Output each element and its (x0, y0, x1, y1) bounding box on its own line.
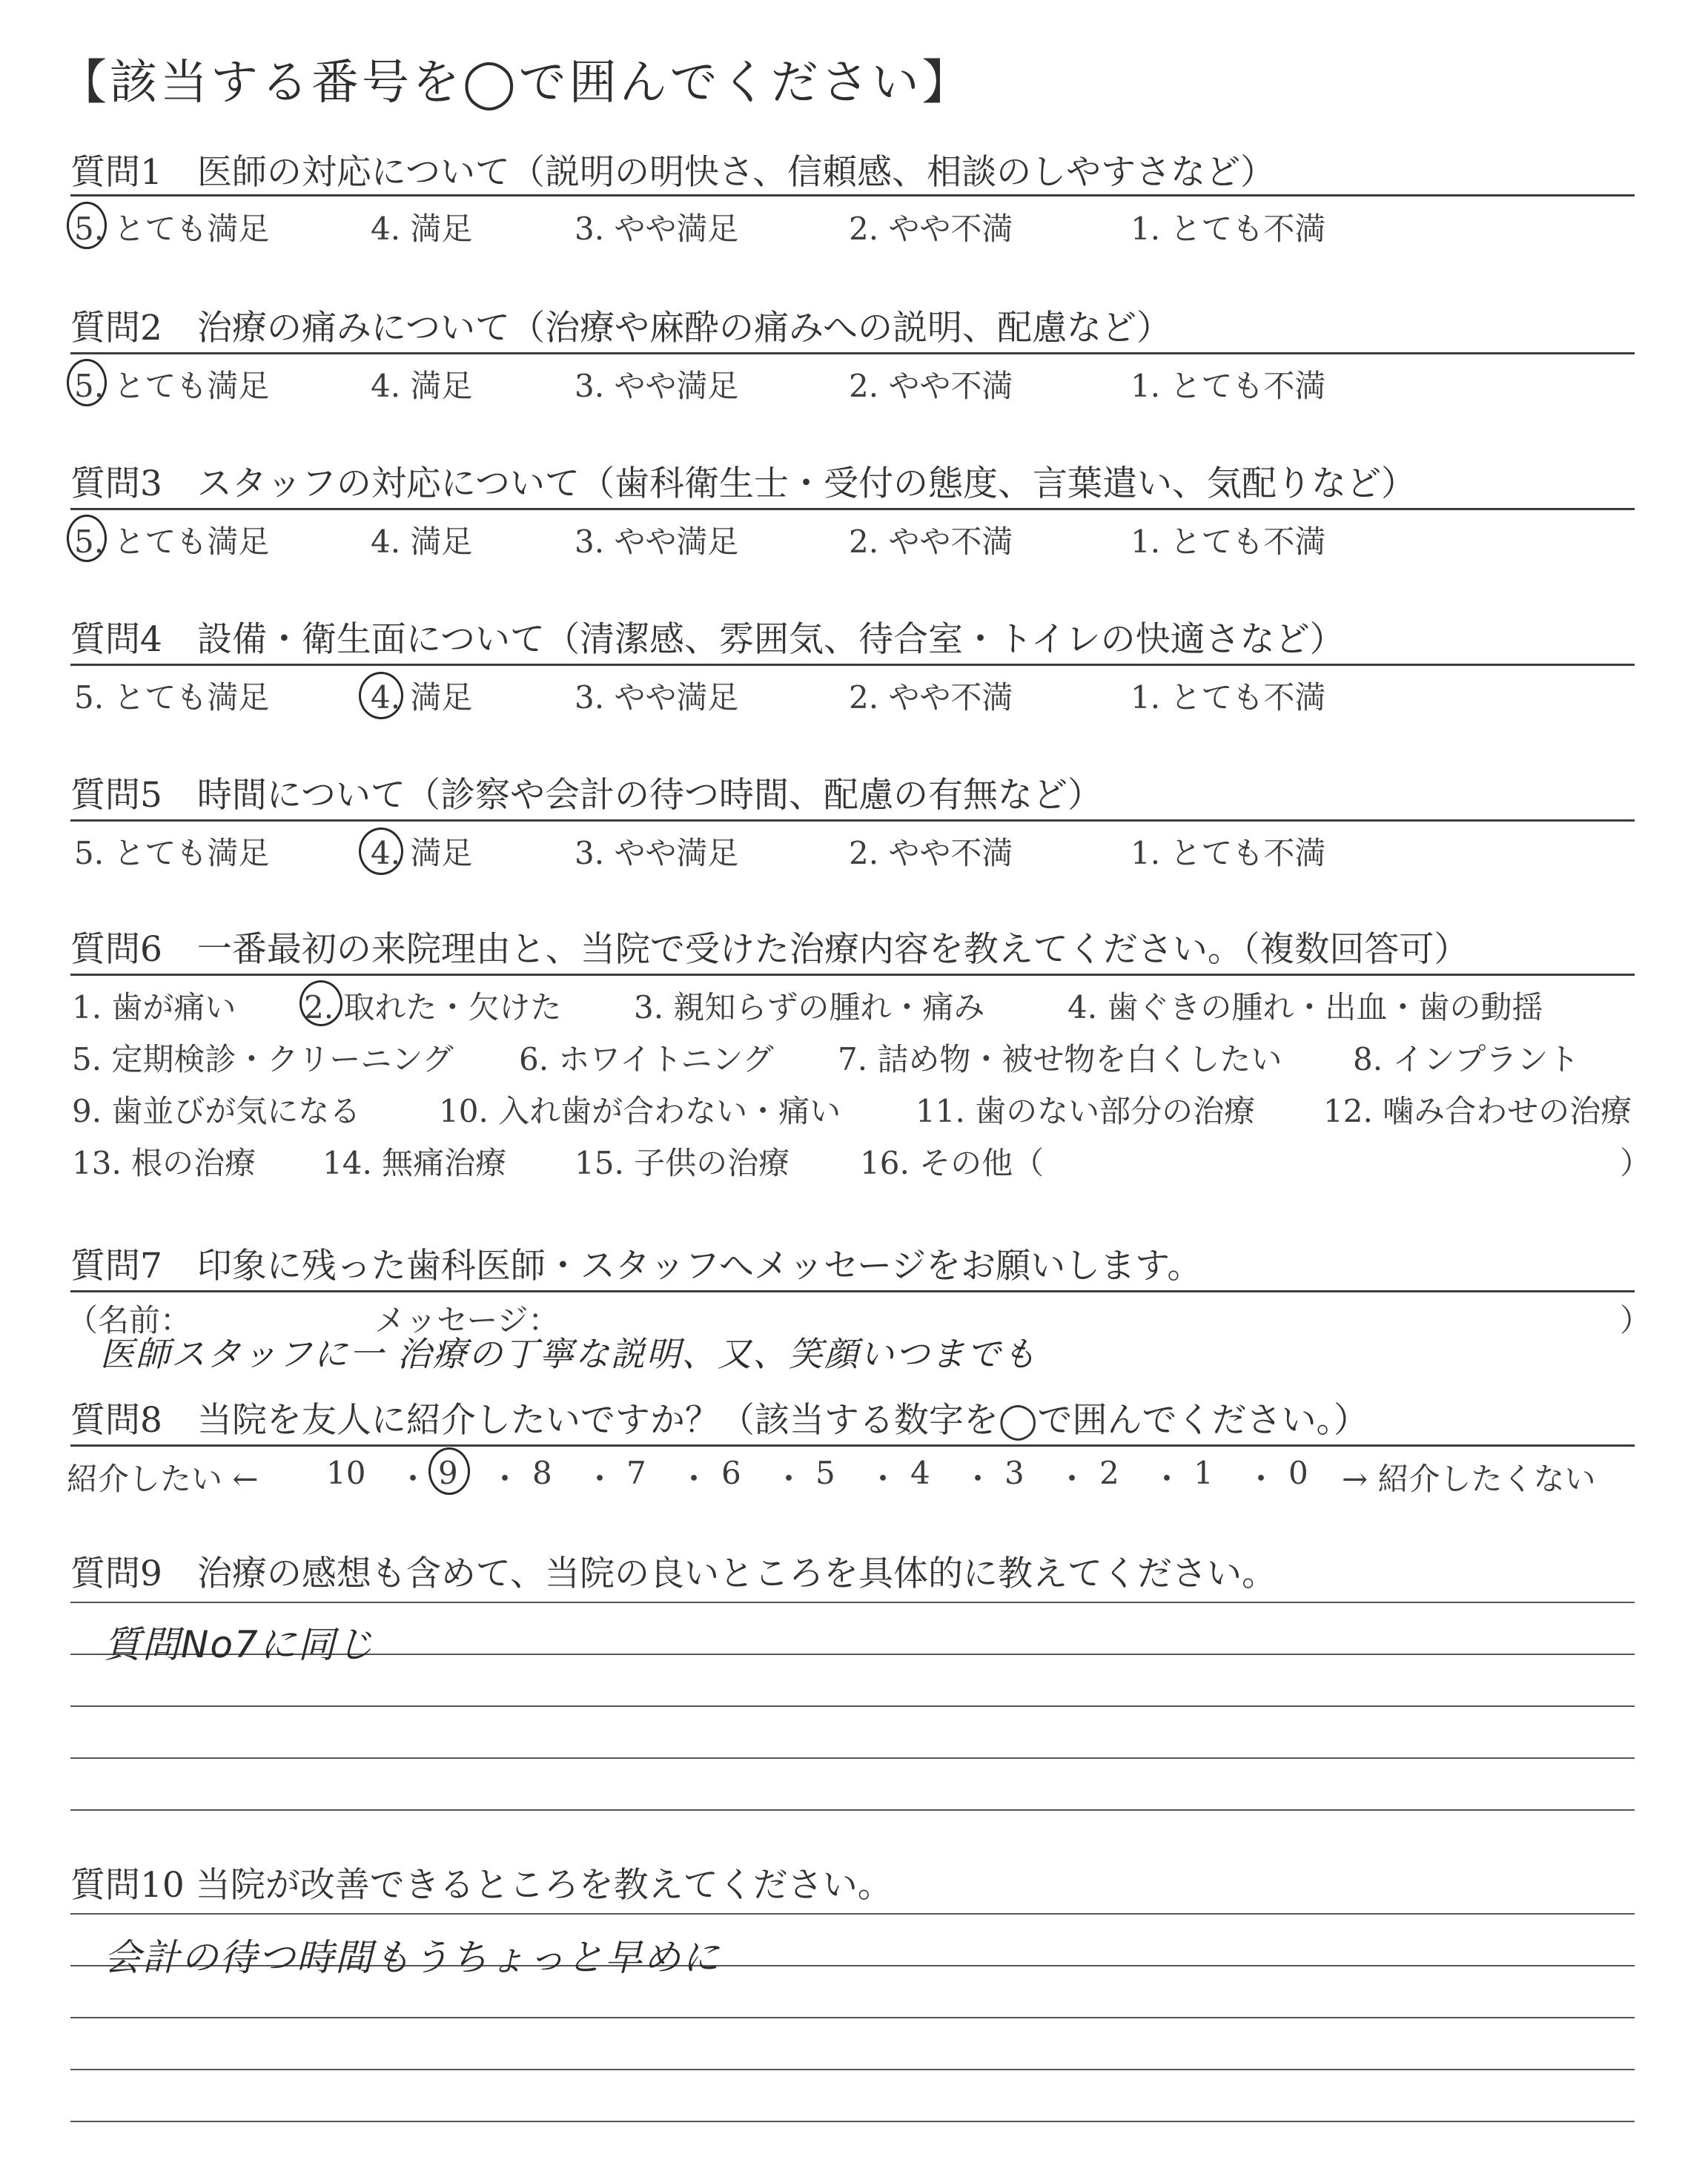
q9-answer-line (70, 1705, 1635, 1707)
q2-selected-circle (67, 359, 107, 406)
q10-answer-line (70, 1913, 1635, 1915)
q6-option-16[interactable]: 16. その他（ (860, 1145, 1045, 1181)
q8-right-label: → 紹介したくない (1342, 1461, 1596, 1497)
q8-number-4[interactable]: 4 (910, 1455, 930, 1491)
q8-number-7[interactable]: 7 (626, 1455, 646, 1491)
q2-option-5[interactable]: 5. とても満足 (74, 368, 270, 404)
q6-option-6[interactable]: 6. ホワイトニング (519, 1041, 774, 1077)
q2-option-4[interactable]: 4. 満足 (371, 368, 473, 404)
q9-answer-line (70, 1757, 1635, 1759)
q6-option-12[interactable]: 12. 噛み合わせの治療 (1323, 1093, 1632, 1129)
q8-number-0[interactable]: 0 (1288, 1455, 1308, 1491)
q2-option-2[interactable]: 2. やや不満 (849, 368, 1013, 404)
q6-option-1[interactable]: 1. 歯が痛い (72, 989, 236, 1025)
q5-option-4[interactable]: 4. 満足 (371, 835, 473, 871)
q1-option-5[interactable]: 5. とても満足 (74, 211, 270, 247)
question-2-heading: 質問2 治療の痛みについて（治療や麻酔の痛みへの説明、配慮など） (70, 308, 1172, 349)
q8-separator: ・ (584, 1461, 616, 1497)
q8-selected-circle (428, 1447, 470, 1495)
q6-option-13[interactable]: 13. 根の治療 (72, 1145, 256, 1181)
q7-handwritten-message[interactable]: 医師スタッフに一 治療の丁寧な説明、又、笑顔いつまでも (100, 1334, 1038, 1374)
q8-separator: ・ (867, 1461, 899, 1497)
q8-number-9[interactable]: 9 (438, 1455, 458, 1491)
question-6-heading: 質問6 一番最初の来院理由と、当院で受けた治療内容を教えてください。（複数回答可） (70, 929, 1469, 970)
q8-separator: ・ (397, 1461, 429, 1497)
q10-handwritten-answer[interactable]: 会計の待つ時間もうちょっと早めに (104, 1936, 721, 1979)
question-1-rule (70, 194, 1635, 196)
q5-option-1[interactable]: 1. とても不満 (1131, 835, 1326, 871)
question-5-heading: 質問5 時間について（診察や会計の待つ時間、配慮の有無など） (70, 775, 1102, 816)
question-1-heading: 質問1 医師の対応について（説明の明快さ、信頼感、相談のしやすさなど） (70, 152, 1276, 193)
q8-separator: ・ (489, 1461, 521, 1497)
q9-handwritten-answer[interactable]: 質問No7に同じ (104, 1623, 375, 1666)
q8-separator: ・ (1245, 1461, 1277, 1497)
q8-number-3[interactable]: 3 (1004, 1455, 1025, 1491)
q6-option-10[interactable]: 10. 入れ歯が合わない・痛い (439, 1093, 841, 1129)
q8-separator: ・ (773, 1461, 805, 1497)
q5-option-5[interactable]: 5. とても満足 (74, 835, 270, 871)
q3-option-5[interactable]: 5. とても満足 (74, 524, 270, 560)
q3-selected-circle (67, 515, 107, 562)
q7-name-label: （名前： (67, 1302, 192, 1338)
question-9-heading: 質問9 治療の感想も含めて、当院の良いところを具体的に教えてください。 (70, 1553, 1277, 1594)
question-4-heading: 質問4 設備・衛生面について（清潔感、雰囲気、待合室・トイレの快適さなど） (70, 619, 1345, 660)
q4-option-3[interactable]: 3. やや満足 (575, 679, 739, 716)
q6-option-8[interactable]: 8. インプラント (1353, 1041, 1580, 1077)
q4-option-5[interactable]: 5. とても満足 (74, 679, 270, 716)
q4-option-4[interactable]: 4. 満足 (371, 679, 473, 716)
q1-option-1[interactable]: 1. とても不満 (1131, 211, 1326, 247)
q6-option-14[interactable]: 14. 無痛治療 (322, 1145, 507, 1181)
q8-separator: ・ (678, 1461, 710, 1497)
q4-option-1[interactable]: 1. とても不満 (1131, 679, 1326, 716)
question-3-rule (70, 508, 1635, 510)
q6-option-9[interactable]: 9. 歯並びが気になる (72, 1093, 361, 1129)
q5-option-3[interactable]: 3. やや満足 (575, 835, 739, 871)
q5-option-2[interactable]: 2. やや不満 (849, 835, 1013, 871)
q8-number-8[interactable]: 8 (532, 1455, 552, 1491)
q8-number-1[interactable]: 1 (1194, 1455, 1214, 1491)
q3-option-1[interactable]: 1. とても不満 (1131, 524, 1326, 560)
question-8-heading: 質問8 当院を友人に紹介したいですか？（該当する数字を◯で囲んでください。） (70, 1400, 1369, 1441)
q8-separator: ・ (962, 1461, 994, 1497)
q9-answer-line (70, 1602, 1635, 1603)
q7-message-label: メッセージ： (374, 1302, 560, 1338)
q7-close-paren: ） (1620, 1302, 1652, 1338)
q1-option-4[interactable]: 4. 満足 (371, 211, 473, 247)
q9-answer-line (70, 1809, 1635, 1811)
q6-selected-circle (299, 980, 342, 1026)
q2-option-1[interactable]: 1. とても不満 (1131, 368, 1326, 404)
q10-answer-line (70, 2121, 1635, 2122)
question-6-rule (70, 974, 1635, 976)
q6-option-16-close: ） (1620, 1145, 1652, 1181)
q3-option-2[interactable]: 2. やや不満 (849, 524, 1013, 560)
q8-number-2[interactable]: 2 (1099, 1455, 1119, 1491)
q4-option-2[interactable]: 2. やや不満 (849, 679, 1013, 716)
q4-selected-circle (359, 672, 403, 719)
q3-option-3[interactable]: 3. やや満足 (575, 524, 739, 560)
q6-option-15[interactable]: 15. 子供の治療 (575, 1145, 790, 1181)
q8-number-5[interactable]: 5 (815, 1455, 835, 1491)
q6-option-5[interactable]: 5. 定期検診・クリーニング (72, 1041, 454, 1077)
q1-option-3[interactable]: 3. やや満足 (575, 211, 739, 247)
question-7-heading: 質問7 印象に残った歯科医師・スタッフへメッセージをお願いします。 (70, 1246, 1202, 1287)
question-8-rule (70, 1444, 1635, 1447)
question-4-rule (70, 664, 1635, 666)
q6-option-2[interactable]: 2. 取れた・欠けた (304, 989, 562, 1025)
question-7-rule (70, 1290, 1635, 1292)
page-title: 【該当する番号を◯で囲んでください】 (59, 56, 973, 110)
q8-separator: ・ (1056, 1461, 1088, 1497)
q1-selected-circle (67, 202, 107, 249)
q8-separator: ・ (1151, 1461, 1183, 1497)
q10-answer-line (70, 2069, 1635, 2070)
question-10-heading: 質問10 当院が改善できるところを教えてください。 (70, 1865, 893, 1906)
q6-option-3[interactable]: 3. 親知らずの腫れ・痛み (634, 989, 985, 1025)
q6-option-7[interactable]: 7. 詰め物・被せ物を白くしたい (838, 1041, 1282, 1077)
q3-option-4[interactable]: 4. 満足 (371, 524, 473, 560)
question-3-heading: 質問3 スタッフの対応について（歯科衛生士・受付の態度、言葉遣い、気配りなど） (70, 463, 1416, 504)
q6-option-11[interactable]: 11. 歯のない部分の治療 (916, 1093, 1256, 1129)
q5-selected-circle (359, 828, 403, 875)
question-5-rule (70, 819, 1635, 822)
q2-option-3[interactable]: 3. やや満足 (575, 368, 739, 404)
q8-number-6[interactable]: 6 (721, 1455, 741, 1491)
q8-left-label: 紹介したい ← (67, 1461, 259, 1497)
q1-option-2[interactable]: 2. やや不満 (849, 211, 1013, 247)
q6-option-4[interactable]: 4. 歯ぐきの腫れ・出血・歯の動揺 (1068, 989, 1543, 1025)
question-2-rule (70, 352, 1635, 354)
q10-answer-line (70, 2017, 1635, 2018)
q8-number-10[interactable]: 10 (326, 1455, 366, 1491)
